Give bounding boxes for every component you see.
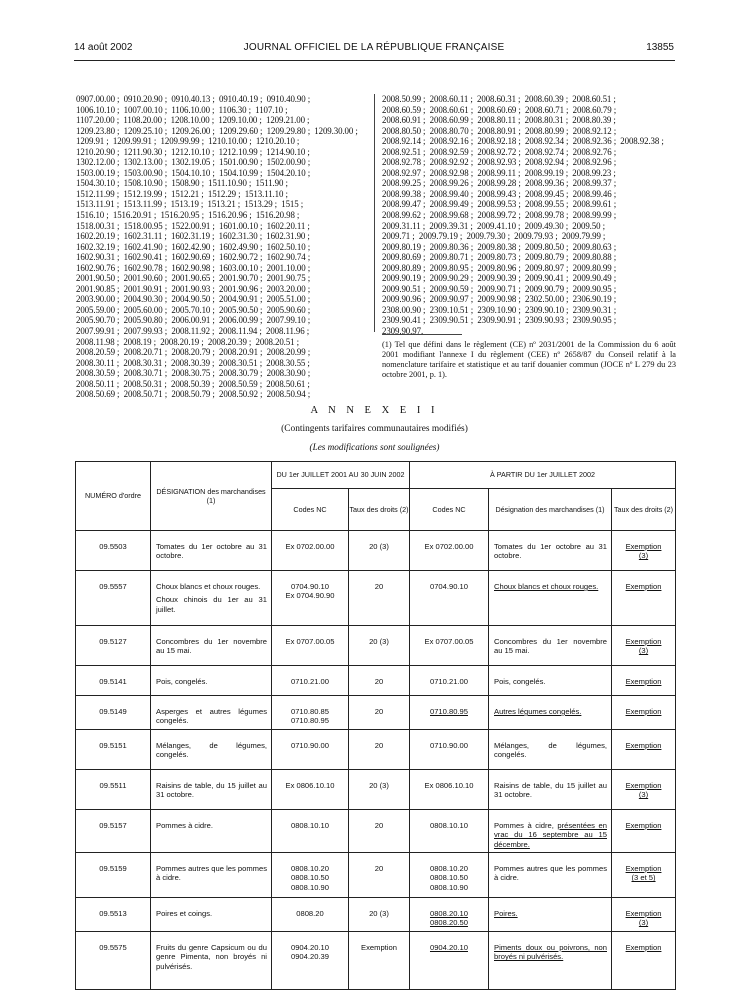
designation-cell	[151, 531, 272, 571]
nc-code-new: 0710.90.00	[429, 740, 468, 750]
rate-new-cell	[612, 696, 676, 730]
nc-code-line: 2009.90.96 ; 2009.90.97 ; 2009.90.98 ; 2302.50.00 ; 2306.90.19 ;	[382, 294, 617, 305]
nc-code-line: 2008.11.98 ; 2008.19 ; 2008.20.19 ; 2008.20.39 ; 2008.20.51 ;	[76, 336, 299, 347]
nc-code-line: 2009.90.19 ; 2009.90.29 ; 2009.90.39 ; 2009.90.41 ; 2009.90.49 ;	[382, 273, 617, 284]
designation-cell	[151, 729, 272, 769]
nc-code-line: 2008.80.50 ; 2008.80.70 ; 2008.80.91 ; 2008.80.99 ; 2008.92.12 ;	[382, 125, 617, 136]
nc-code-line: 1504.30.10 ; 1508.10.90 ; 1508.90 ; 1511.10.90 ; 1511.90 ;	[76, 178, 288, 189]
designation-cell	[151, 931, 272, 989]
rate-new: (3)	[638, 551, 649, 561]
designation-cell	[151, 696, 272, 730]
nc-code-line: 1209.23.80 ; 1209.25.10 ; 1209.26.00 ; 1209.29.60 ; 1209.29.80 ; 1209.30.00 ;	[76, 125, 358, 136]
codes-nc-cell	[272, 666, 349, 696]
order-number-cell: 09.5149	[76, 696, 151, 730]
nc-code-new: 0808.20.50	[429, 918, 468, 928]
nc-code-line: 1518.00.31 ; 1518.00.95 ; 1522.00.91 ; 1601.00.10 ; 1602.20.11 ;	[76, 220, 310, 231]
nc-code-line: 2009.80.89 ; 2009.80.95 ; 2009.80.96 ; 2009.80.97 ; 2009.80.99 ;	[382, 262, 617, 273]
nc-code-new: Ex 0707.00.05	[424, 637, 474, 646]
order-number-cell: 09.5159	[76, 853, 151, 898]
nc-code-line: 2008.99.62 ; 2008.99.68 ; 2008.99.72 ; 2008.99.78 ; 2008.99.99 ;	[382, 210, 617, 221]
header-codes-nc-new: Codes NC	[410, 489, 489, 531]
annexe-subtitle: (Contingents tarifaires communautaires modifiés)	[281, 424, 468, 434]
rate-new-cell	[612, 626, 676, 666]
rate-new: (3)	[638, 918, 649, 928]
rate-cell: 20	[349, 809, 410, 852]
rate-new-cell	[612, 729, 676, 769]
nc-code-line: 2007.99.91 ; 2007.99.93 ; 2008.11.92 ; 2008.11.94 ; 2008.11.96 ;	[76, 326, 310, 337]
codes-nc-cell	[272, 729, 349, 769]
nc-code-line: 2008.50.99 ; 2008.60.11 ; 2008.60.31 ; 2008.60.39 ; 2008.60.51 ;	[382, 94, 616, 104]
nc-code-line: 1513.11.91 ; 1513.11.99 ; 1513.19 ; 1513.21 ; 1513.29 ; 1515 ;	[76, 199, 304, 210]
codes-nc-new-cell	[410, 931, 489, 989]
nc-code: 0808.10.90	[290, 882, 329, 892]
nc-code-line: 2008.99.38 ; 2008.99.40 ; 2008.99.43 ; 2008.99.45 ; 2008.99.46 ;	[382, 188, 617, 199]
nc-code-line: 1602.32.19 ; 1602.41.90 ; 1602.42.90 ; 1602.49.90 ; 1602.50.10 ;	[76, 241, 311, 252]
nc-code-line: 2001.90.85 ; 2001.90.91 ; 2001.90.93 ; 2001.90.96 ; 2003.20.00 ;	[76, 283, 311, 294]
footnote-rule	[382, 334, 462, 335]
nc-code-line: 2008.60.59 ; 2008.60.61 ; 2008.60.69 ; 2008.60.71 ; 2008.60.79 ;	[382, 104, 617, 115]
table-row	[76, 626, 676, 666]
designation-line: Pois, congelés.	[156, 677, 208, 686]
header-rule	[74, 60, 675, 61]
rate-cell: Exemption	[349, 931, 410, 989]
nc-code: 0808.10.10	[290, 820, 329, 830]
rate-cell: 20 (3)	[349, 531, 410, 571]
header-designation: DÉSIGNATION des marchandises (1)	[151, 462, 272, 531]
table-row	[76, 809, 676, 852]
designation-line: Tomates du 1er octobre au 31 octobre.	[156, 542, 267, 561]
designation-line: Choux chinois du 1er au 31 juillet.	[156, 595, 267, 614]
nc-code-line: 1302.12.00 ; 1302.13.00 ; 1302.19.05 ; 1501.00.90 ; 1502.00.90 ;	[76, 157, 311, 168]
order-number-cell: 09.5557	[76, 571, 151, 626]
nc-code-line: 2001.90.50 ; 2001.90.60 ; 2001.90.65 ; 2001.90.70 ; 2001.90.75 ;	[76, 273, 311, 284]
nc-code-new: 0808.10.90	[429, 882, 468, 892]
designation-new-text: Pommes autres que les pommes à cidre.	[494, 864, 607, 883]
codes-nc-new-cell	[410, 809, 489, 852]
designation-line: Concombres du 1er novembre au 15 mai.	[156, 637, 267, 656]
designation-cell	[151, 898, 272, 932]
nc-code-line: 2008.60.91 ; 2008.60.99 ; 2008.80.11 ; 2008.80.31 ; 2008.80.39 ;	[382, 115, 616, 126]
order-number-cell: 09.5127	[76, 626, 151, 666]
nc-code-line: 1210.20.90 ; 1211.90.30 ; 1212.10.10 ; 1212.10.99 ; 1214.90.10 ;	[76, 146, 310, 157]
rate-new: Exemption	[625, 820, 662, 830]
nc-code-new: 0808.10.20	[429, 864, 468, 874]
rate-cell: 20 (3)	[349, 626, 410, 666]
nc-code-line: 2008.92.78 ; 2008.92.92 ; 2008.92.93 ; 2008.92.94 ; 2008.92.96 ;	[382, 157, 617, 168]
rate-new: Exemption	[625, 942, 662, 952]
nc-code-new: Ex 0702.00.00	[424, 542, 474, 551]
codes-nc-new-cell	[410, 729, 489, 769]
codes-nc-cell	[272, 769, 349, 809]
codes-nc-cell	[272, 809, 349, 852]
designation-line: Pommes autres que les pommes à cidre.	[156, 864, 267, 883]
designation-cell	[151, 809, 272, 852]
designation-line: Asperges et autres légumes congelés.	[156, 707, 267, 726]
designation-line: Pommes à cidre.	[156, 820, 213, 830]
codes-nc-cell	[272, 531, 349, 571]
page-number: 13855	[646, 42, 674, 53]
rate-new: Exemption	[625, 864, 662, 874]
rate-new: (3 et 5)	[631, 873, 656, 883]
rate-new: Exemption	[625, 780, 662, 790]
nc-code: 0808.20	[296, 909, 324, 919]
header-date: 14 août 2002	[74, 42, 133, 53]
designation-new-text: Concombres du 1er novembre au 15 mai.	[494, 637, 607, 656]
designation-new-cell	[489, 666, 612, 696]
order-number-cell: 09.5157	[76, 809, 151, 852]
codes-nc-cell	[272, 626, 349, 666]
header-period-new: À PARTIR DU 1er JUILLET 2002	[410, 462, 676, 489]
designation-line: Raisins de table, du 15 juillet au 31 octobre.	[156, 780, 267, 800]
designation-new-cell	[489, 898, 612, 932]
rate-new-cell	[612, 666, 676, 696]
designation-new-cell	[489, 931, 612, 989]
rate-new-cell	[612, 571, 676, 626]
rate-new: Exemption	[625, 740, 662, 750]
rate-cell: 20 (3)	[349, 898, 410, 932]
designation-new-cell	[489, 853, 612, 898]
nc-code-line: 2008.50.69 ; 2008.50.71 ; 2008.50.79 ; 2008.50.92 ; 2008.50.94 ;	[76, 389, 311, 400]
designation-new-text: Tomates du 1er octobre au 31 octobre.	[494, 542, 607, 561]
order-number-cell: 09.5151	[76, 729, 151, 769]
rate-new-cell	[612, 898, 676, 932]
designation-new-text: Pommes à cidre,	[494, 820, 558, 830]
rate-new-cell	[612, 531, 676, 571]
nc-code: 0710.80.95	[290, 716, 329, 726]
nc-code-line: 2005.90.70 ; 2005.90.80 ; 2006.00.91 ; 2006.00.99 ; 2007.99.10 ;	[76, 315, 311, 326]
column-separator	[374, 94, 375, 332]
table-row	[76, 931, 676, 989]
nc-code: 0904.20.10	[290, 942, 329, 952]
nc-code-line: 2008.30.59 ; 2008.30.71 ; 2008.30.75 ; 2008.30.79 ; 2008.30.90 ;	[76, 368, 311, 379]
designation-new-text: Poires.	[494, 909, 518, 919]
codes-nc-new-cell	[410, 626, 489, 666]
footnote: (1) Tel que défini dans le règlement (CE) nº 2031/2001 de la Commission du 6 août 2001 modifiant l'annexe I du règlement (CEE) nº 2658/87 du Conseil relatif à la nomenclature tarifaire et statistique et au tarif douanier commun (JOCE nº L 279 du 23 octobre 2001, p. 1).	[382, 340, 676, 379]
designation-new-cell	[489, 571, 612, 626]
nc-code: 0704.90.10	[290, 582, 329, 591]
table-row	[76, 729, 676, 769]
nc-code-new: 0704.90.10	[429, 582, 468, 591]
annexe-title: A N N E X E I I	[310, 405, 439, 416]
nc-code-new: 0808.10.10	[429, 820, 468, 830]
nc-code-line: 2009.80.19 ; 2009.80.36 ; 2009.80.38 ; 2009.80.50 ; 2009.80.63 ;	[382, 241, 617, 252]
rate-new: Exemption	[625, 677, 662, 686]
nc-code-line: 2308.00.90 ; 2309.10.51 ; 2309.10.90 ; 2309.90.10 ; 2309.90.31 ;	[382, 304, 617, 315]
nc-code-line: 1602.90.76 ; 1602.90.78 ; 1602.90.98 ; 1603.00.10 ; 2001.10.00 ;	[76, 262, 311, 273]
nc-code-line: 2009.31.11 ; 2009.39.31 ; 2009.41.10 ; 2009.49.30 ; 2009.50 ;	[382, 220, 605, 231]
rate-new: Exemption	[625, 707, 662, 716]
nc-code: 0710.90.00	[290, 740, 329, 750]
nc-code-line: 2009.90.51 ; 2009.90.59 ; 2009.90.71 ; 2009.90.79 ; 2009.90.95 ;	[382, 283, 617, 294]
nc-code-new: Ex 0806.10.10	[424, 780, 474, 790]
rate-cell: 20	[349, 571, 410, 626]
nc-code: 0710.80.85	[290, 707, 329, 716]
nc-code-line: 1006.10.10 ; 1007.00.10 ; 1106.10.00 ; 1106.30 ; 1107.10 ;	[76, 104, 288, 115]
codes-nc-new-cell	[410, 696, 489, 730]
rate-new: Exemption	[625, 542, 662, 551]
rate-new: Exemption	[625, 582, 662, 591]
designation-cell	[151, 666, 272, 696]
codes-nc-new-cell	[410, 769, 489, 809]
nc-code: 0808.10.50	[290, 873, 329, 883]
nc-code-new: 0904.20.10	[429, 942, 468, 952]
rate-new: (3)	[638, 646, 649, 656]
header-codes-nc: Codes NC	[272, 489, 349, 531]
designation-cell	[151, 769, 272, 809]
order-number-cell: 09.5141	[76, 666, 151, 696]
codes-nc-cell	[272, 853, 349, 898]
nc-code-line: 1512.11.99 ; 1512.19.99 ; 1512.21 ; 1512.29 ; 1513.11.10 ;	[76, 188, 288, 199]
codes-nc-new-cell	[410, 531, 489, 571]
codes-nc-new-cell	[410, 853, 489, 898]
table-row	[76, 666, 676, 696]
nc-code: 0808.10.20	[290, 864, 329, 874]
designation-new-text: Autres légumes congelés.	[494, 707, 582, 716]
rate-new: Exemption	[625, 909, 662, 919]
designation-cell	[151, 626, 272, 666]
page-header	[74, 42, 674, 58]
nc-code: 0710.21.00	[290, 677, 329, 686]
nc-code-line: 2309.90.41 ; 2309.90.51 ; 2309.90.91 ; 2309.90.93 ; 2309.90.95 ;	[382, 315, 617, 326]
nc-code-line: 1516.10 ; 1516.20.91 ; 1516.20.95 ; 1516.20.96 ; 1516.20.98 ;	[76, 210, 300, 221]
rate-cell: 20	[349, 666, 410, 696]
rate-new-cell	[612, 769, 676, 809]
nc-code-line: 1602.20.19 ; 1602.31.11 ; 1602.31.19 ; 1602.31.30 ; 1602.31.90 ;	[76, 231, 310, 242]
header-taux-new: Taux des droits (2)	[612, 489, 676, 531]
order-number-cell: 09.5511	[76, 769, 151, 809]
codes-nc-new-cell	[410, 666, 489, 696]
table-row	[76, 696, 676, 730]
journal-title: JOURNAL OFFICIEL DE LA RÉPUBLIQUE FRANÇAISE	[243, 42, 505, 53]
rate-new: (3)	[638, 790, 649, 800]
codes-nc-cell	[272, 898, 349, 932]
nc-code-line: 2003.90.00 ; 2004.90.30 ; 2004.90.50 ; 2004.90.91 ; 2005.51.00 ;	[76, 294, 311, 305]
nc-code-line: 2008.99.47 ; 2008.99.49 ; 2008.99.53 ; 2008.99.55 ; 2008.99.61 ;	[382, 199, 617, 210]
rate-cell: 20	[349, 696, 410, 730]
header-period-old: DU 1er JUILLET 2001 AU 30 JUIN 2002	[272, 462, 410, 489]
nc-code-line: 0907.00.00 ; 0910.20.90 ; 0910.40.13 ; 0910.40.19 ; 0910.40.90 ;	[76, 94, 311, 104]
nc-code-line: 1209.91 ; 1209.99.91 ; 1209.99.99 ; 1210.10.00 ; 1210.20.10 ;	[76, 136, 300, 147]
designation-new-cell	[489, 809, 612, 852]
designation-new-cell	[489, 769, 612, 809]
nc-code-line: 1503.00.19 ; 1503.00.90 ; 1504.10.10 ; 1504.10.99 ; 1504.20.10 ;	[76, 167, 311, 178]
table-row	[76, 898, 676, 932]
codes-nc-new-cell	[410, 898, 489, 932]
table-row	[76, 531, 676, 571]
annexe-note: (Les modifications sont soulignées)	[309, 442, 440, 452]
rate-cell: 20	[349, 729, 410, 769]
nc-code-line: 2309.90.97.	[382, 326, 424, 337]
designation-new-text: Mélanges, de légumes, congelés.	[494, 740, 607, 760]
designation-new-text: Piments doux ou poivrons, non broyés ni pulvérisés.	[494, 942, 607, 962]
nc-code-line: 2009.80.69 ; 2009.80.71 ; 2009.80.73 ; 2009.80.79 ; 2009.80.88 ;	[382, 252, 617, 263]
table-row	[76, 853, 676, 898]
header-designation-new: Désignation des marchandises (1)	[489, 489, 612, 531]
nc-code-line: 2008.20.59 ; 2008.20.71 ; 2008.20.79 ; 2008.20.91 ; 2008.20.99 ;	[76, 347, 311, 358]
designation-new-text: Raisins de table, du 15 juillet au 31 octobre.	[494, 780, 607, 800]
rate-new-cell	[612, 853, 676, 898]
nc-code: 0904.20.39	[290, 952, 329, 962]
designation-line: Choux blancs et choux rouges.	[156, 582, 261, 591]
designation-new-modified: présentées en vrac du 16 septembre au 15 décembre.	[494, 820, 607, 849]
codes-nc-cell	[272, 571, 349, 626]
designation-line: Fruits du genre Capsicum ou du genre Pimenta, non broyés ni pulvérisés.	[156, 942, 267, 971]
nc-code-list-right	[382, 94, 676, 337]
nc-code-list-left	[76, 94, 368, 400]
codes-nc-cell	[272, 931, 349, 989]
nc-code-line: 2008.92.97 ; 2008.92.98 ; 2008.99.11 ; 2008.99.19 ; 2008.99.23 ;	[382, 167, 616, 178]
nc-code-new: 0808.10.50	[429, 873, 468, 883]
designation-new-cell	[489, 729, 612, 769]
header-taux: Taux des droits (2)	[349, 489, 410, 531]
nc-code-line: 1602.90.31 ; 1602.90.41 ; 1602.90.69 ; 1602.90.72 ; 1602.90.74 ;	[76, 252, 311, 263]
table-row	[76, 769, 676, 809]
nc-code-line: 2008.92.14 ; 2008.92.16 ; 2008.92.18 ; 2008.92.34 ; 2008.92.36 ; 2008.92.38 ;	[382, 136, 664, 147]
designation-line: Mélanges, de légumes, congelés.	[156, 740, 267, 760]
header-numero: NUMÉRO d'ordre	[76, 462, 151, 531]
nc-code: Ex 0707.00.05	[285, 637, 335, 646]
order-number-cell: 09.5513	[76, 898, 151, 932]
codes-nc-new-cell	[410, 571, 489, 626]
designation-new-text: Choux blancs et choux rouges.	[494, 582, 599, 591]
codes-nc-cell	[272, 696, 349, 730]
rate-new: Exemption	[625, 637, 662, 646]
nc-code-line: 2008.30.11 ; 2008.30.31 ; 2008.30.39 ; 2008.30.51 ; 2008.30.55 ;	[76, 357, 310, 368]
rate-new-cell	[612, 931, 676, 989]
nc-code-new: 0808.20.10	[429, 909, 468, 919]
nc-code-line: 1107.20.00 ; 1108.20.00 ; 1208.10.00 ; 1209.10.00 ; 1209.21.00 ;	[76, 115, 310, 126]
nc-code-line: 2005.59.00 ; 2005.60.00 ; 2005.70.10 ; 2005.90.50 ; 2005.90.60 ;	[76, 304, 311, 315]
tariff-quota-table	[75, 461, 676, 990]
rate-cell: 20	[349, 853, 410, 898]
designation-cell	[151, 853, 272, 898]
designation-line: Poires et coings.	[156, 909, 213, 919]
nc-code-new: 0710.80.95	[429, 707, 468, 716]
nc-code: Ex 0702.00.00	[285, 542, 335, 551]
rate-cell: 20 (3)	[349, 769, 410, 809]
nc-code-new: 0710.21.00	[429, 677, 468, 686]
designation-new-cell	[489, 626, 612, 666]
rate-new-cell	[612, 809, 676, 852]
nc-code-line: 2008.99.25 ; 2008.99.26 ; 2008.99.28 ; 2008.99.36 ; 2008.99.37 ;	[382, 178, 617, 189]
designation-new-cell	[489, 696, 612, 730]
designation-cell	[151, 571, 272, 626]
nc-code: Ex 0704.90.90	[285, 591, 335, 601]
designation-new-cell	[489, 531, 612, 571]
nc-code-line: 2008.92.51 ; 2008.92.59 ; 2008.92.72 ; 2008.92.74 ; 2008.92.76 ;	[382, 146, 617, 157]
table-row	[76, 571, 676, 626]
nc-code: Ex 0806.10.10	[285, 780, 335, 790]
order-number-cell: 09.5503	[76, 531, 151, 571]
nc-code-line: 2009.71 ; 2009.79.19 ; 2009.79.30 ; 2009.79.93 ; 2009.79.99 ;	[382, 231, 606, 242]
order-number-cell: 09.5575	[76, 931, 151, 989]
designation-new-text: Pois, congelés.	[494, 677, 546, 686]
nc-code-line: 2008.50.11 ; 2008.50.31 ; 2008.50.39 ; 2008.50.59 ; 2008.50.61 ;	[76, 378, 310, 389]
